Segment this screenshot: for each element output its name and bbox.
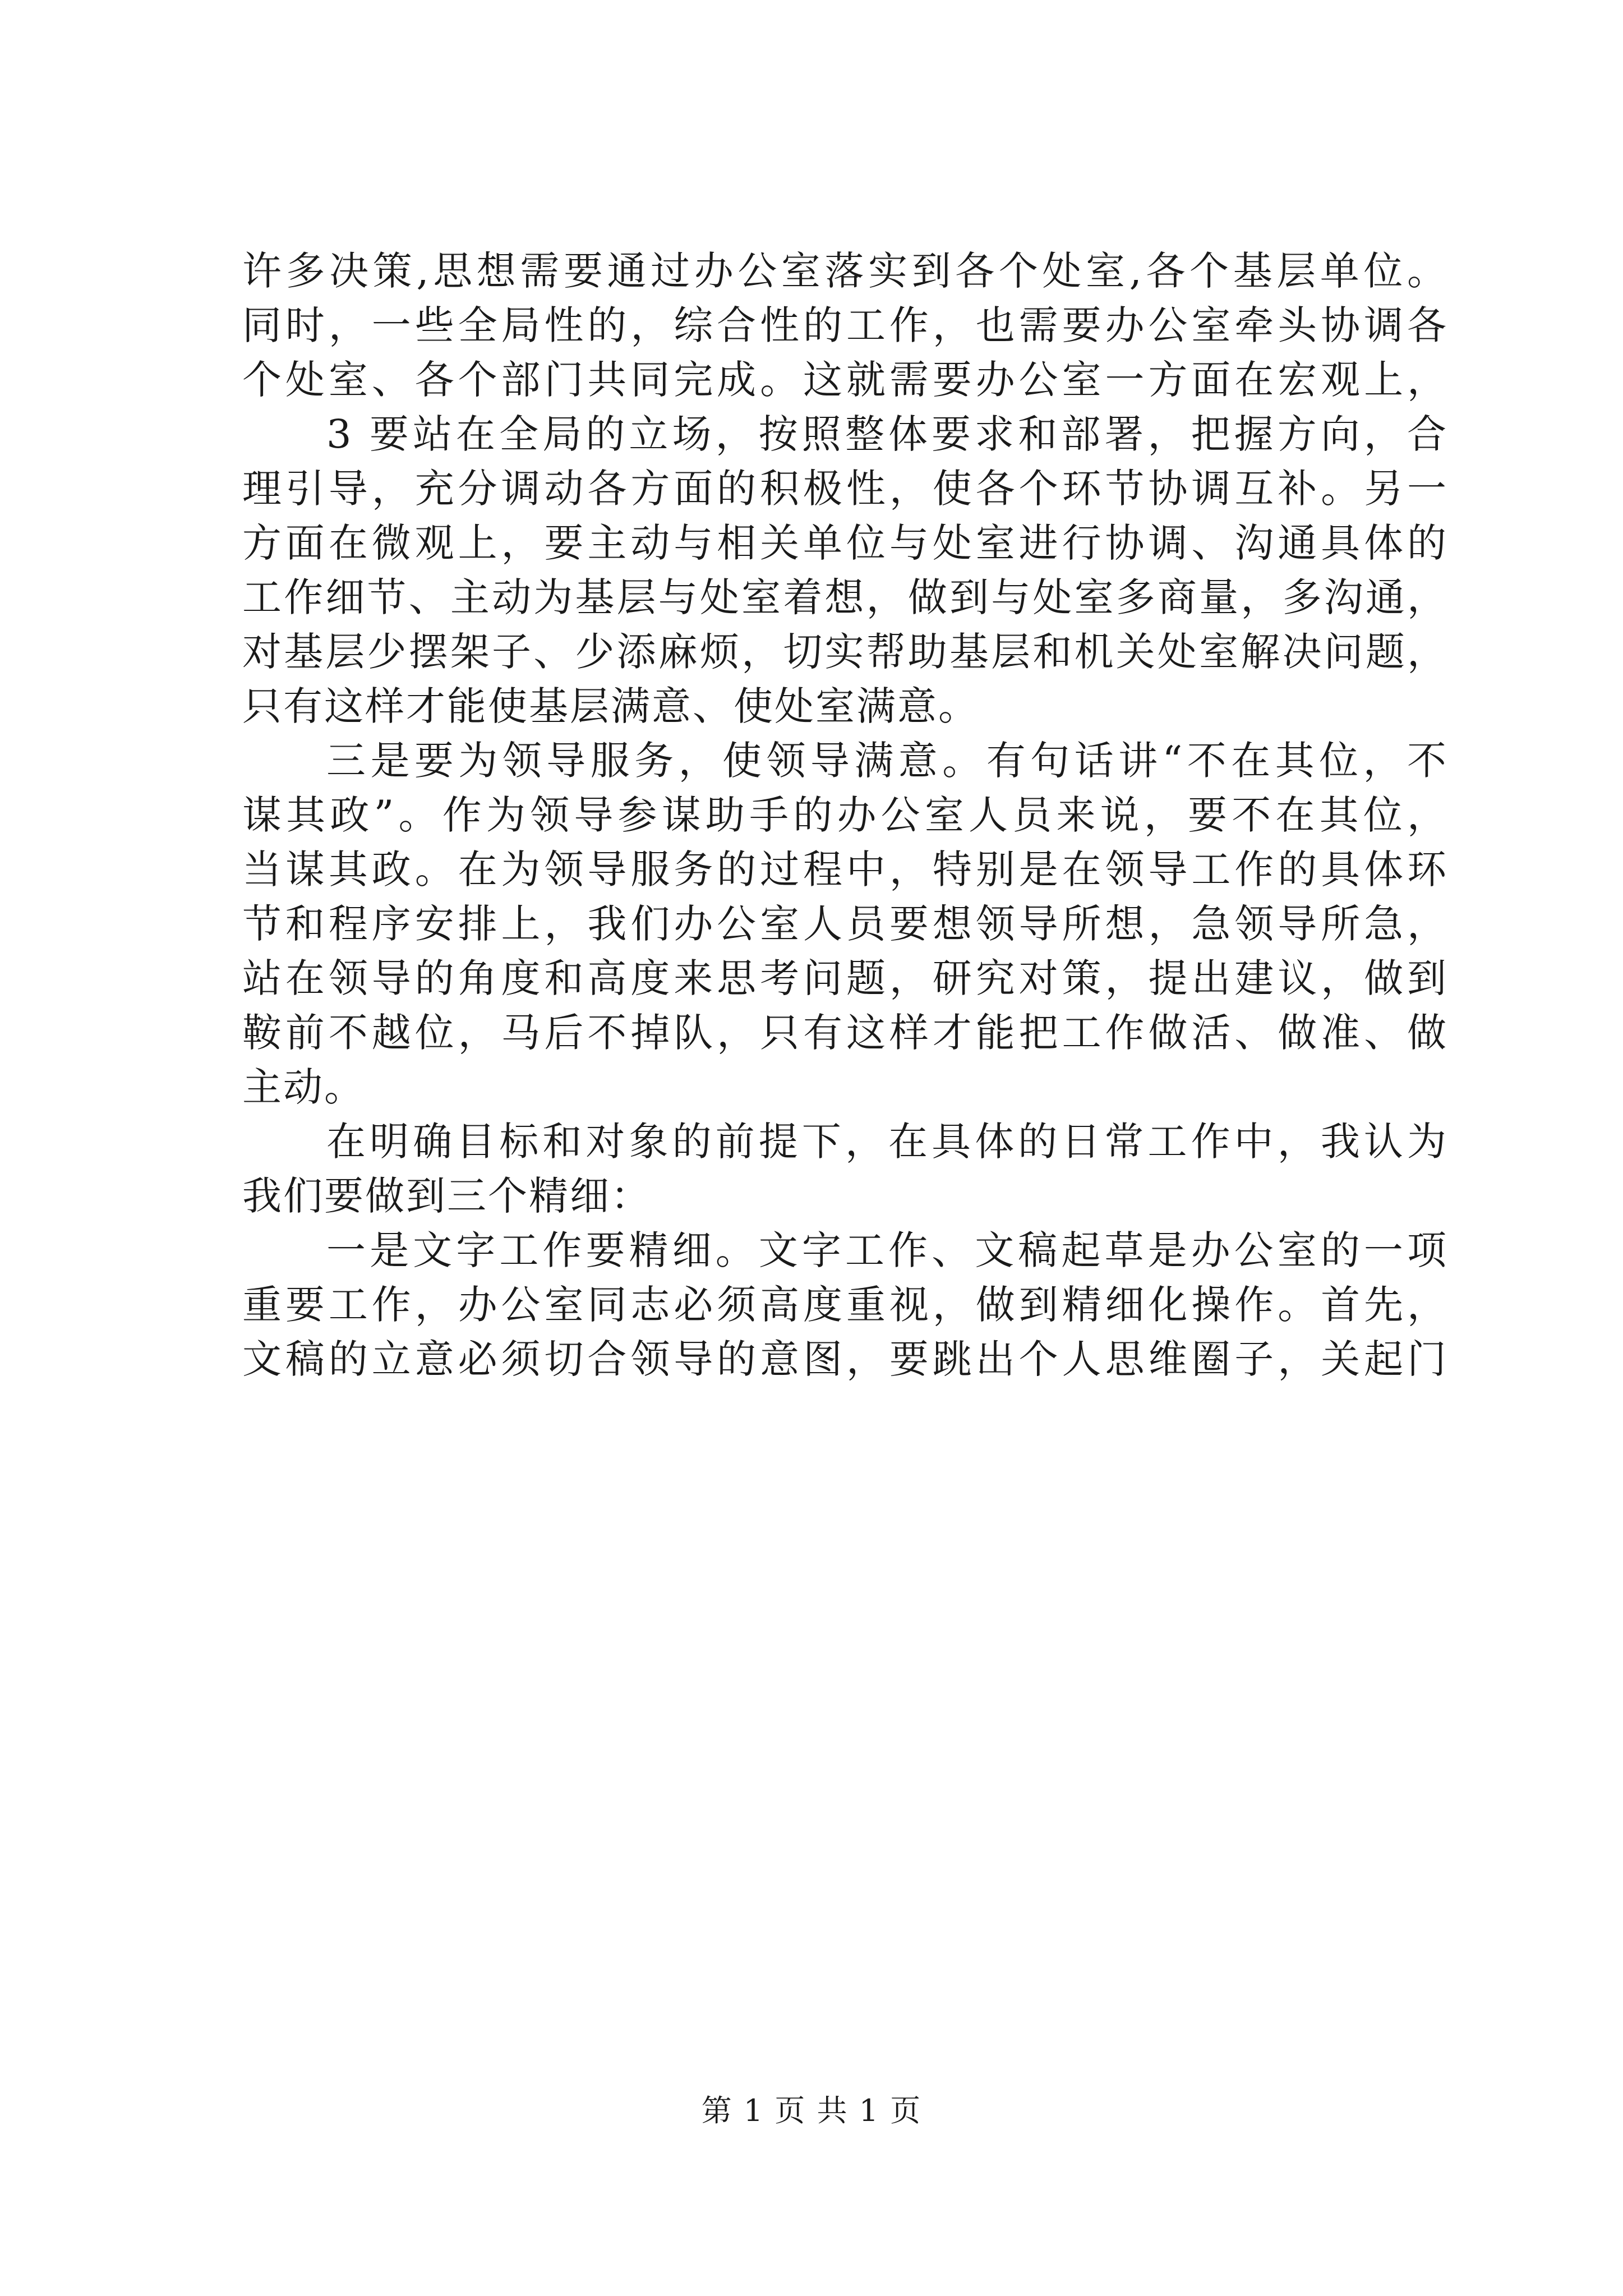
text-line: 谋其政”。作为领导参谋助手的办公室人员来说，要不在其位， — [242, 792, 1448, 838]
text-line: 在明确目标和对象的前提下，在具体的日常工作中，我认为 — [326, 1119, 1448, 1165]
text-line: 个处室、各个部门共同完成。这就需要办公室一方面在宏观上， — [242, 357, 1448, 403]
text-line: 我们要做到三个精细： — [242, 1173, 652, 1219]
text-line: 同时，一些全局性的，综合性的工作，也需要办公室牵头协调各 — [242, 302, 1448, 348]
text-line: 工作细节、主动为基层与处室着想，做到与处室多商量，多沟通， — [242, 574, 1448, 620]
text-line: 节和程序安排上，我们办公室人员要想领导所想，急领导所急， — [242, 901, 1448, 947]
text-line: 理引导，充分调动各方面的积极性，使各个环节协调互补。另一 — [242, 466, 1448, 512]
text-line: 站在领导的角度和高度来思考问题，研究对策，提出建议，做到 — [242, 955, 1448, 1001]
document-body — [242, 244, 1448, 1387]
text-line: 鞍前不越位，马后不掉队，只有这样才能把工作做活、做准、做 — [242, 1010, 1448, 1056]
text-line: 对基层少摆架子、少添麻烦，切实帮助基层和机关处室解决问题， — [242, 629, 1448, 675]
text-line: 当谋其政。在为领导服务的过程中，特别是在领导工作的具体环 — [242, 846, 1448, 892]
text-line: 文稿的立意必须切合领导的意图，要跳出个人思维圈子，关起门 — [242, 1336, 1448, 1382]
page-footer: 第 1 页 共 1 页 — [701, 2093, 922, 2128]
text-line: 许多决策,思想需要通过办公室落实到各个处室,各个基层单位。 — [242, 248, 1448, 294]
text-line: 三是要为领导服务，使领导满意。有句话讲“不在其位，不 — [326, 738, 1448, 784]
text-line: 一是文字工作要精细。文字工作、文稿起草是办公室的一项 — [326, 1227, 1448, 1273]
text-line: 重要工作，办公室同志必须高度重视，做到精细化操作。首先， — [242, 1282, 1448, 1328]
text-line: 方面在微观上，要主动与相关单位与处室进行协调、沟通具体的 — [242, 520, 1448, 566]
text-line: 只有这样才能使基层满意、使处室满意。 — [242, 683, 979, 729]
text-line: 主动。 — [242, 1064, 365, 1110]
text-line: 3 要站在全局的立场，按照整体要求和部署，把握方向，合 — [326, 411, 1448, 457]
